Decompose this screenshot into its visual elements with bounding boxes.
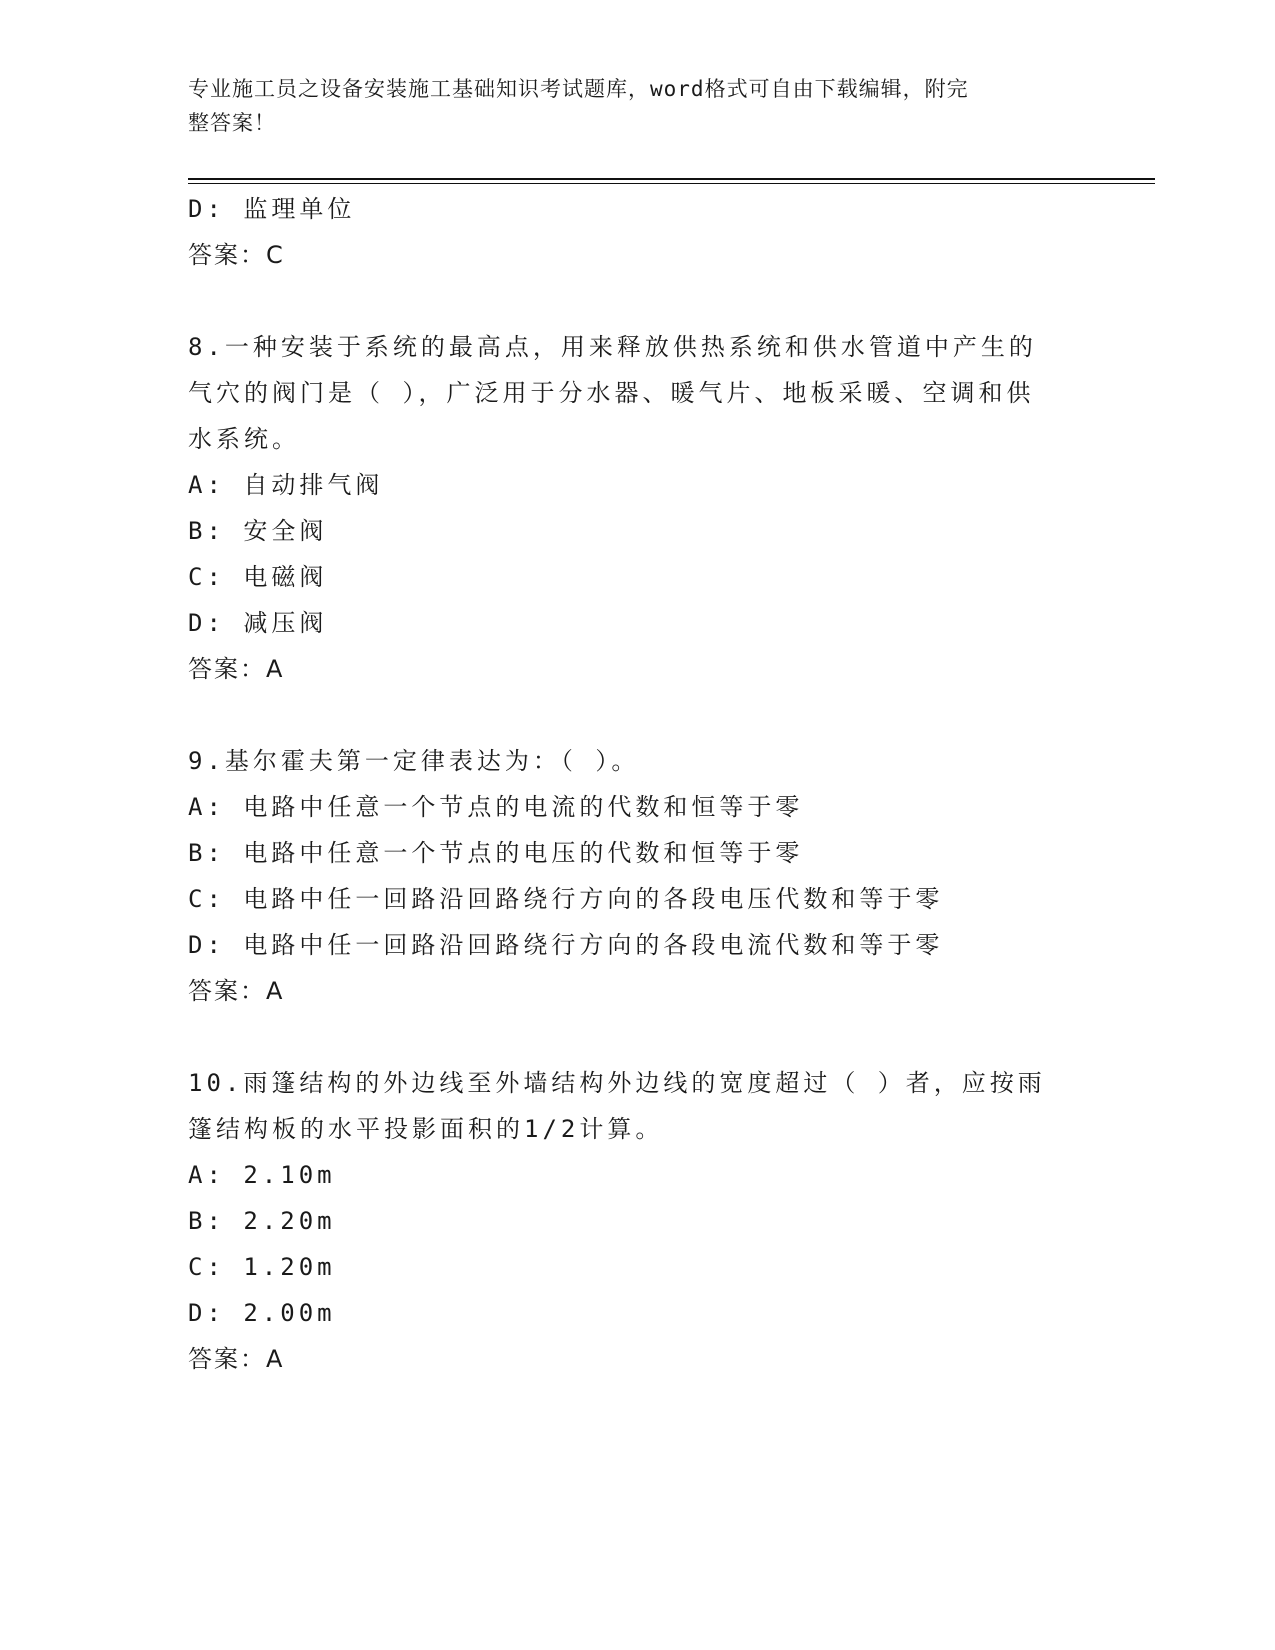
header-line-2: 整答案！ — [188, 111, 276, 135]
document-header — [188, 72, 1068, 140]
option-b: B: 电路中任意一个节点的电压的代数和恒等于零 — [188, 839, 804, 867]
option-c: C: 电磁阀 — [188, 563, 328, 591]
stem-line: 气穴的阀门是（ ），广泛用于分水器、暖气片、地板采暖、空调和供 — [188, 379, 1035, 407]
question-stem — [188, 738, 1078, 784]
answer-line: 答案：A — [188, 977, 285, 1005]
stem-line: 水系统。 — [188, 425, 300, 453]
option-c: C: 电路中任一回路沿回路绕行方向的各段电压代数和等于零 — [188, 885, 944, 913]
stem-line: 8.一种安装于系统的最高点，用来释放供热系统和供水管道中产生的 — [188, 333, 1037, 361]
option-d: D: 监理单位 — [188, 195, 356, 223]
stem-line: 10.雨篷结构的外边线至外墙结构外边线的宽度超过（ ）者，应按雨 — [188, 1069, 1046, 1097]
answer-line: 答案：C — [188, 241, 285, 269]
option-a: A: 自动排气阀 — [188, 471, 384, 499]
question-stem — [188, 324, 1078, 462]
document-body — [188, 186, 1088, 1382]
stem-line: 9.基尔霍夫第一定律表达为：（ ）。 — [188, 747, 640, 775]
question-stem — [188, 1060, 1078, 1152]
question-10 — [188, 1060, 1088, 1382]
question-9 — [188, 738, 1088, 1014]
option-d: D: 2.00m — [188, 1299, 336, 1327]
header-line-1: 专业施工员之设备安装施工基础知识考试题库，word格式可自由下载编辑，附完 — [188, 77, 969, 101]
question-8 — [188, 324, 1088, 692]
header-rule-thin — [188, 183, 1155, 184]
previous-question-tail — [188, 186, 1088, 278]
option-d: D: 减压阀 — [188, 609, 328, 637]
option-b: B: 安全阀 — [188, 517, 328, 545]
option-b: B: 2.20m — [188, 1207, 336, 1235]
answer-line: 答案：A — [188, 655, 285, 683]
option-c: C: 1.20m — [188, 1253, 336, 1281]
option-d: D: 电路中任一回路沿回路绕行方向的各段电流代数和等于零 — [188, 931, 944, 959]
stem-line: 篷结构板的水平投影面积的1/2计算。 — [188, 1115, 664, 1143]
header-rule-thick — [188, 178, 1155, 180]
option-a: A: 电路中任意一个节点的电流的代数和恒等于零 — [188, 793, 804, 821]
option-a: A: 2.10m — [188, 1161, 336, 1189]
answer-line: 答案：A — [188, 1345, 285, 1373]
